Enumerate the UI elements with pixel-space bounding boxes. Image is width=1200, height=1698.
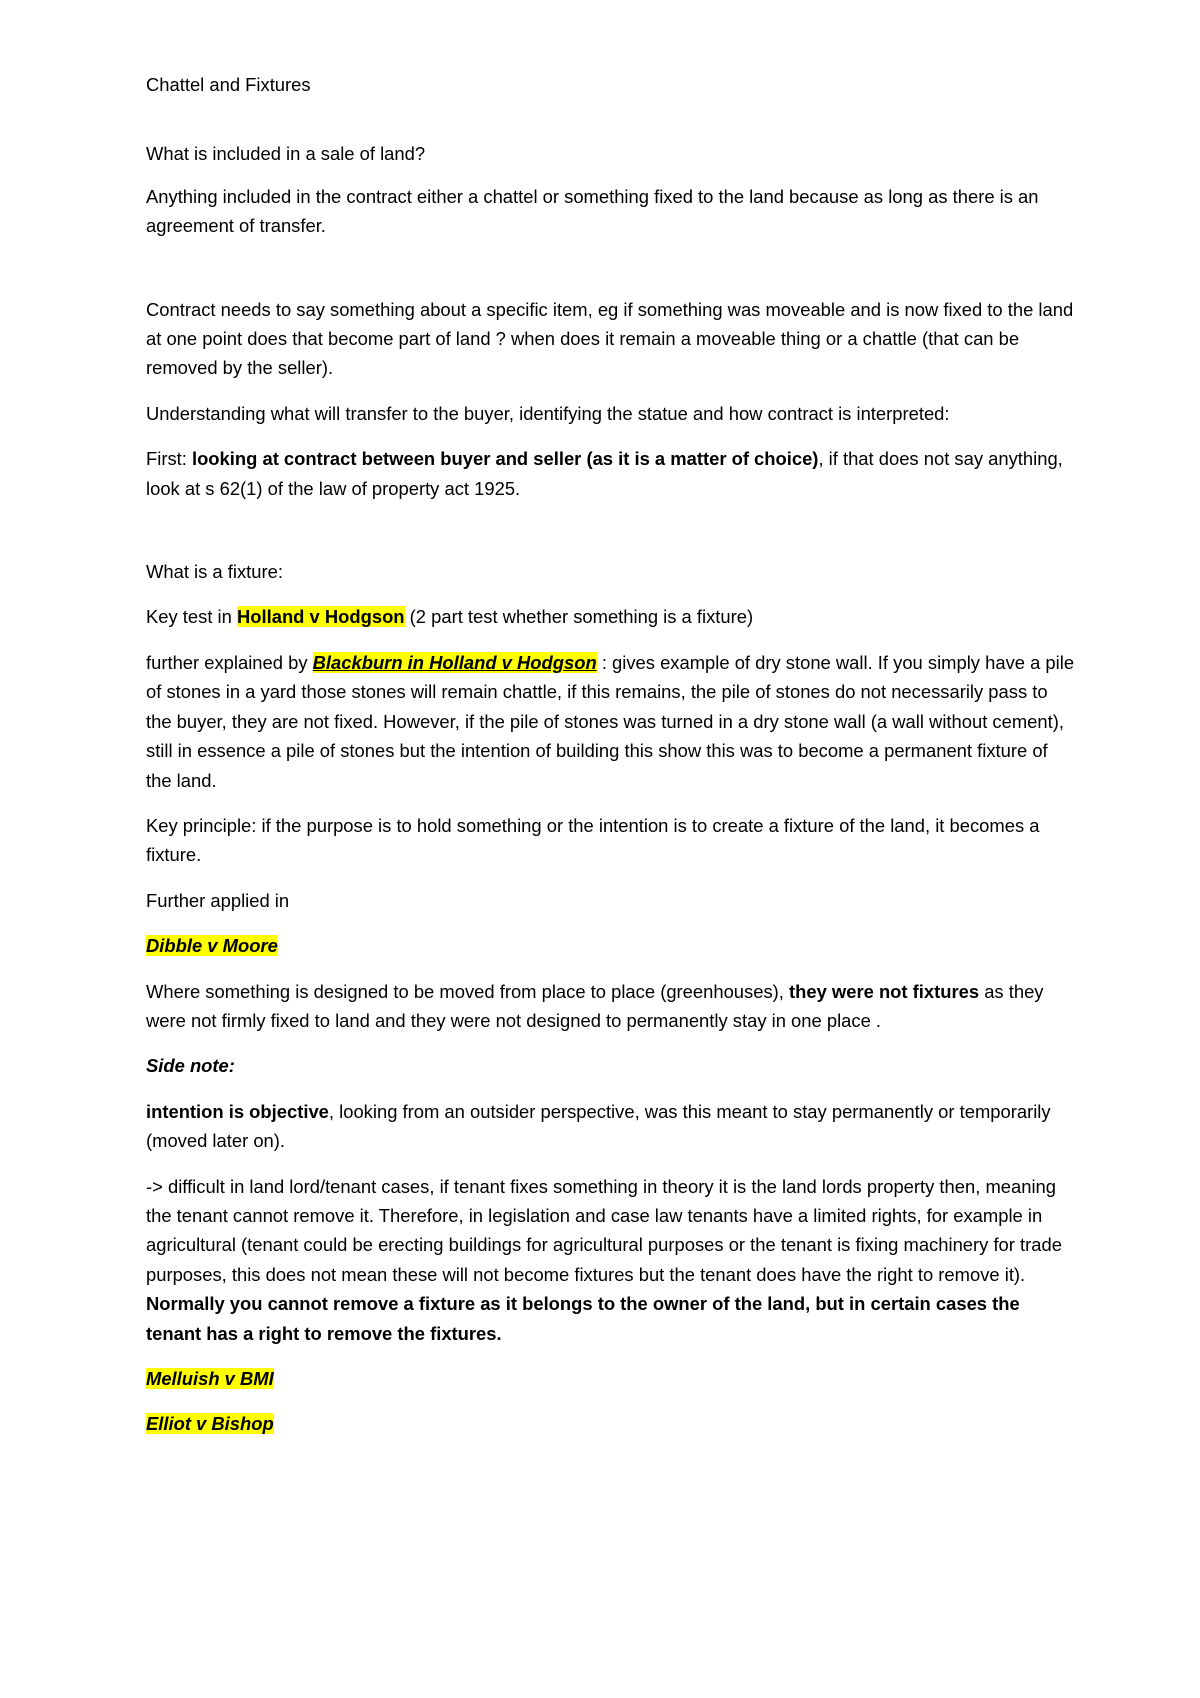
case-melluish-v-bmi: Melluish v BMI [146, 1368, 274, 1389]
paragraph-first [146, 444, 1076, 503]
case-dibble-v-moore: Dibble v Moore [146, 935, 278, 957]
paragraph-anything-included: Anything included in the contract either a chattel or something fixed to the land because as long as there is an agreement of transfer. [146, 185, 1039, 237]
case-blackburn: Blackburn in Holland v Hodgson [312, 651, 597, 673]
side-note-label: Side note: [146, 1055, 235, 1077]
intention-objective-bold: intention is objective [146, 1100, 329, 1122]
document-body [146, 70, 1076, 1455]
case-heading-melluish [146, 1364, 1076, 1393]
case-heading-dibble [146, 931, 1076, 960]
first-bold: looking at contract between buyer and seller (as it is a matter of choice) [191, 448, 819, 470]
paragraph-greenhouses [146, 977, 1076, 1036]
intention-objective-rest: , looking from an outsider perspective, was this meant to stay permanently or temporarily (moved later on). [146, 1100, 1051, 1152]
case-elliot-v-bishop: Elliot v Bishop [146, 1413, 274, 1435]
further-explained-rest: : gives example of dry stone wall. If you simply have a pile of stones in a yard those stones will remain chattle, if this remains, the pile of stones do not necessarily pass to the buyer, they are not fixed. However, if the pile of stones was turned in a dry stone wall (a wall without cement), still in essence a pile of stones but the intention of building this show this was to become a permanent fixture of the land. [146, 651, 1075, 791]
paragraph-further-explained [146, 648, 1076, 795]
question-what-is-fixture: What is a fixture: [146, 561, 283, 583]
paragraph-understanding: Understanding what will transfer to the buyer, identifying the statue and how contract is interpreted: [146, 402, 950, 424]
first-label: First: [146, 448, 192, 470]
landlord-tenant-text: -> difficult in land lord/tenant cases, if tenant fixes something in theory it is the land lords property then, meaning the tenant cannot remove it. Therefore, in legislation and case law tenants have a limited rights, for example in agricultural (tenant could be erecting buildings for agricultural purposes or the tenant is fixing machinery for trade purposes, this does not mean these will not become fixtures but the tenant does have the right to remove it). [146, 1175, 1062, 1285]
question-sale-of-land: What is included in a sale of land? [146, 143, 426, 165]
paragraph-landlord-tenant [146, 1172, 1076, 1348]
paragraph-key-test [146, 602, 1076, 631]
case-holland-v-hodgson: Holland v Hodgson [236, 606, 405, 628]
greenhouses-bold: they were not fixtures [789, 980, 980, 1002]
case-heading-elliot [146, 1409, 1076, 1438]
key-test-rest: (2 part test whether something is a fixture) [404, 606, 754, 628]
side-note-heading [146, 1051, 1076, 1080]
landlord-tenant-bold: Normally you cannot remove a fixture as it belongs to the owner of the land, but in certain cases the tenant has a right to remove the fixtures. [146, 1293, 1020, 1344]
paragraph-intention-objective [146, 1097, 1076, 1156]
further-explained-lead: further explained by [146, 651, 313, 673]
paragraph-key-principle: Key principle: if the purpose is to hold something or the intention is to create a fixture of the land, it becomes a fixture. [146, 814, 1040, 866]
key-test-lead: Key test in [146, 606, 237, 628]
first-rest: , if that does not say anything, look at s 62(1) of the law of property act 1925. [146, 448, 1063, 499]
paragraph-contract-needs: Contract needs to say something about a specific item, eg if something was moveable and is now fixed to the land at one point does that become part of land ? when does it remain a moveable thing or a chattle (that can be removed by the seller). [146, 298, 1074, 379]
paragraph-further-applied: Further applied in [146, 889, 290, 911]
greenhouses-rest: as they were not firmly fixed to land and they were not designed to permanently stay in one place . [146, 980, 1044, 1031]
document-title: Chattel and Fixtures [146, 74, 311, 95]
greenhouses-lead: Where something is designed to be moved from place to place (greenhouses), [146, 980, 789, 1002]
